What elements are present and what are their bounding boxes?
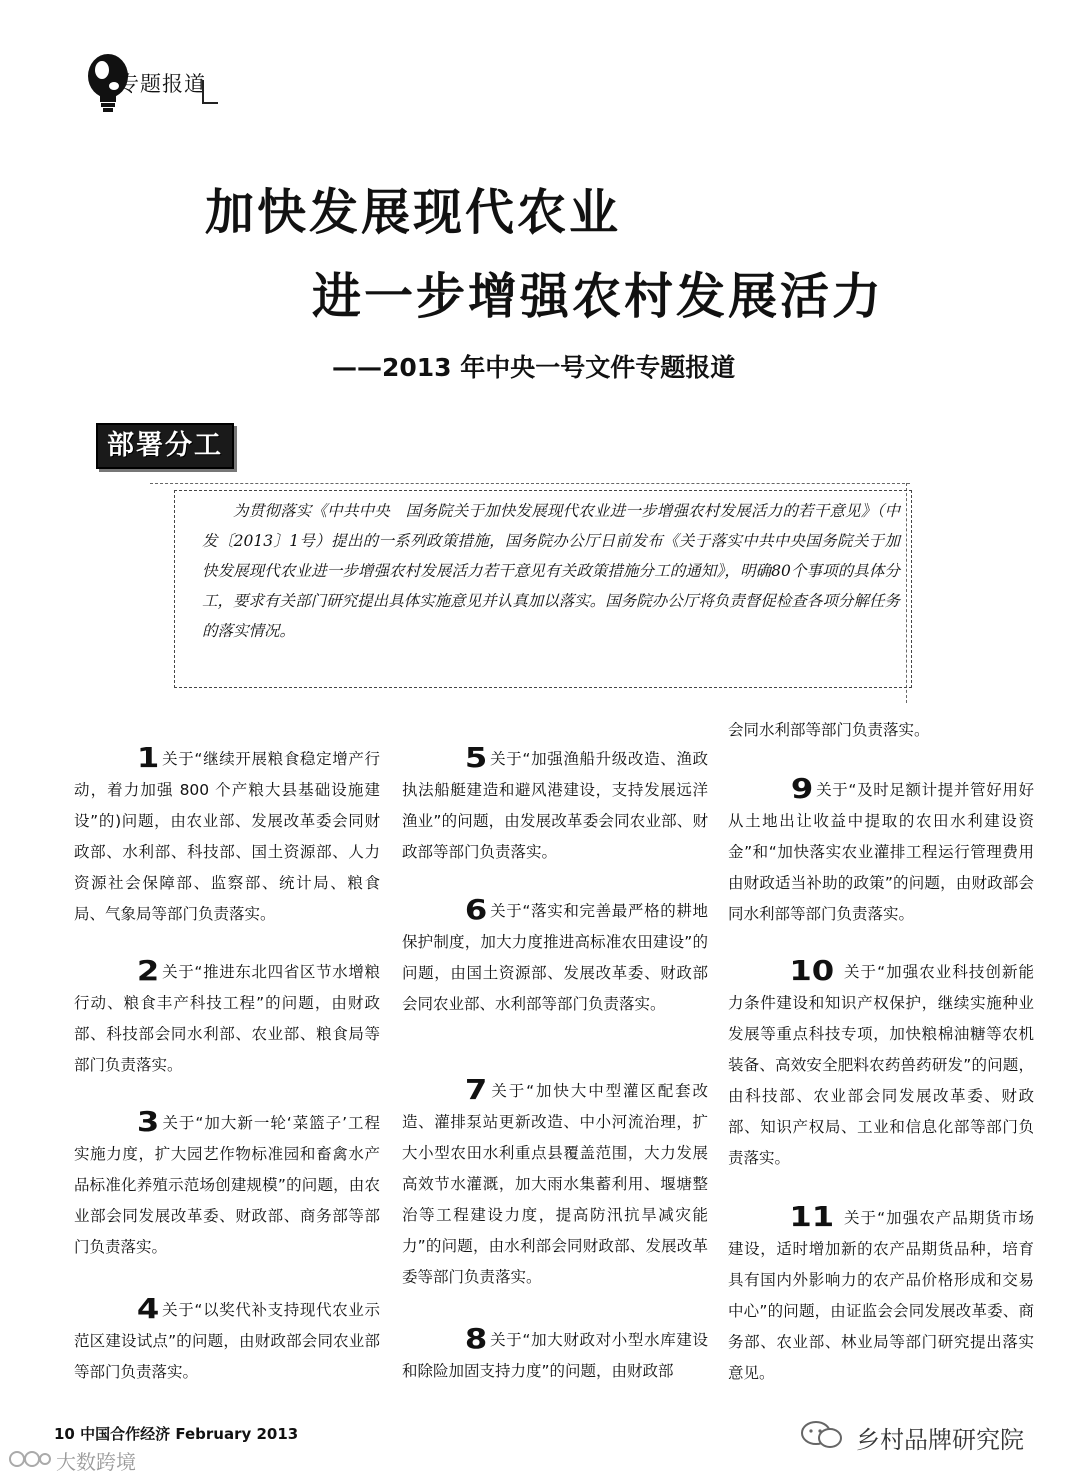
item-number: 1: [136, 741, 160, 774]
item-text: 关于“加强农产品期货市场建设，适时增加新的农产品期货品种，培育具有国内外影响力的农产品价格形成和交易中心”的问题，由证监会会同发展改革委、商务部、农业部、林业局等部门研究提出落实意见。: [728, 1209, 1034, 1382]
item-number: 3: [136, 1105, 160, 1138]
watermark-right-text: 乡村品牌研究院: [856, 1426, 1024, 1454]
page-title-line2: 进一步增强农村发展活力: [312, 267, 885, 325]
item-text: 关于“继续开展粮食稳定增产行动，着力加强 800 个产粮大县基础设施建设”的)问题，由农业部、发展改革委会同财政部、水利部、科技部、国土资源部、人力资源社会保障部、监察部、统计局、粮食局、气象局等部门负责落实。: [74, 750, 380, 923]
section-badge-label: 部署分工: [107, 430, 223, 461]
column-1d: [74, 1292, 380, 1388]
column-3a: [728, 715, 1034, 746]
item-number: 10: [789, 954, 835, 987]
column-3d: [728, 1200, 1034, 1389]
list-item: [74, 1105, 380, 1263]
column-3c: [728, 954, 1034, 1174]
item-number: 4: [136, 1292, 160, 1325]
item-text: 关于“及时足额计提并管好用好从土地出让收益中提取的农田水利建设资金”和“加快落实农业灌排工程运行管理费用由财政适当补助的政策”的问题，由财政部会同水利部等部门负责落实。: [728, 781, 1034, 923]
item-number: 8: [464, 1322, 488, 1355]
list-item: [402, 1322, 708, 1387]
column-3b: [728, 772, 1034, 930]
item-number: 9: [790, 772, 814, 805]
item-text: 会同水利部等部门负责落实。: [728, 721, 930, 739]
watermark-left-text: 大数跨境: [56, 1450, 136, 1474]
list-item: [74, 741, 380, 930]
section-label: 专题报道: [118, 72, 206, 96]
intro-top-rule: [150, 483, 910, 484]
item-text: 关于“推进东北四省区节水增粮行动、粮食丰产科技工程”的问题，由财政部、科技部会同水利部、农业部、粮食局等部门负责落实。: [74, 963, 380, 1074]
list-item: [74, 1292, 380, 1388]
item-text: 关于“落实和完善最严格的耕地保护制度，加大力度推进高标准农田建设”的问题，由国土资源部、发展改革委、财政部会同农业部、水利部等部门负责落实。: [402, 902, 708, 1013]
section-header: [78, 52, 238, 112]
column-1c: [74, 1105, 380, 1263]
brand-logo-icon: [8, 1448, 52, 1470]
column-1b: [74, 954, 380, 1081]
list-item: [402, 1073, 708, 1293]
column-2b: [402, 893, 708, 1020]
list-item: [728, 772, 1034, 930]
watermark-right: [800, 1418, 1050, 1454]
item-text: 关于“加强渔船升级改造、渔政执法船艇建造和避风港建设，支持发展远洋渔业”的问题，由发展改革委会同农业部、财政部等部门负责落实。: [402, 750, 708, 861]
item-text: 关于“加强农业科技创新能力条件建设和知识产权保护，继续实施种业发展等重点科技专项，加快粮棉油糖等农机装备、高效安全肥料农药兽药研发”的问题，由科技部、农业部会同发展改革委、财政部、知识产权局、工业和信息化部等部门负责落实。: [728, 963, 1034, 1167]
header-corner-mark: [202, 80, 218, 104]
watermark-left: [8, 1446, 168, 1472]
column-2d: [402, 1322, 708, 1387]
item-text: 关于“以奖代补支持现代农业示范区建设试点”的问题，由财政部会同农业部等部门负责落实。: [74, 1301, 380, 1381]
list-item: [74, 954, 380, 1081]
page-title-line1: 加快发展现代农业: [205, 183, 622, 241]
item-number: 6: [464, 893, 488, 926]
list-item: [728, 954, 1034, 1174]
item-number: 5: [464, 741, 488, 774]
list-item: [402, 893, 708, 1020]
item-number: 7: [464, 1073, 488, 1106]
list-item: [728, 1200, 1034, 1389]
list-item: [402, 741, 708, 868]
item-number: 11: [789, 1200, 835, 1233]
intro-text: 为贯彻落实《中共中央 国务院关于加快发展现代农业进一步增强农村发展活力的若干意见》（中发〔2013〕1号）提出的一系列政策措施，国务院办公厅日前发布《关于落实中共中央国务院关于加快发展现代农业进一步增强农村发展活力若干意见有关政策措施分工的通知》，明确80个事项的具体分工，要求有关部门研究提出具体实施意见并认真加以落实。国务院办公厅将负责督促检查各项分解任务的落实情况。: [202, 502, 900, 640]
item-text: 关于“加大新一轮‘菜篮子’工程实施力度，扩大园艺作物标准园和畜禽水产品标准化养殖示范场创建规模”的问题，由农业部会同发展改革委、财政部、商务部等部门负责落实。: [74, 1114, 380, 1256]
item-number: 2: [136, 954, 160, 987]
section-badge: [96, 423, 234, 469]
page-subtitle: ——2013 年中央一号文件专题报道: [332, 353, 736, 382]
column-2a: [402, 741, 708, 868]
column-2c: [402, 1073, 708, 1293]
column-1: [74, 741, 380, 930]
item-text: 关于“加大财政对小型水库建设和除险加固支持力度”的问题，由财政部: [402, 1331, 708, 1380]
list-item-continued: [728, 715, 1034, 746]
item-text: 关于“加快大中型灌区配套改造、灌排泵站更新改造、中小河流治理，扩大小型农田水利重点县覆盖范围，大力发展高效节水灌溉，加大雨水集蓄利用、堰塘整治等工程建设力度，提高防汛抗旱减灾能力”的问题，由水利部会同财政部、发展改革委等部门负责落实。: [402, 1082, 708, 1286]
wechat-icon: [800, 1420, 844, 1450]
page-footer: 10 中国合作经济 February 2013: [54, 1425, 299, 1443]
